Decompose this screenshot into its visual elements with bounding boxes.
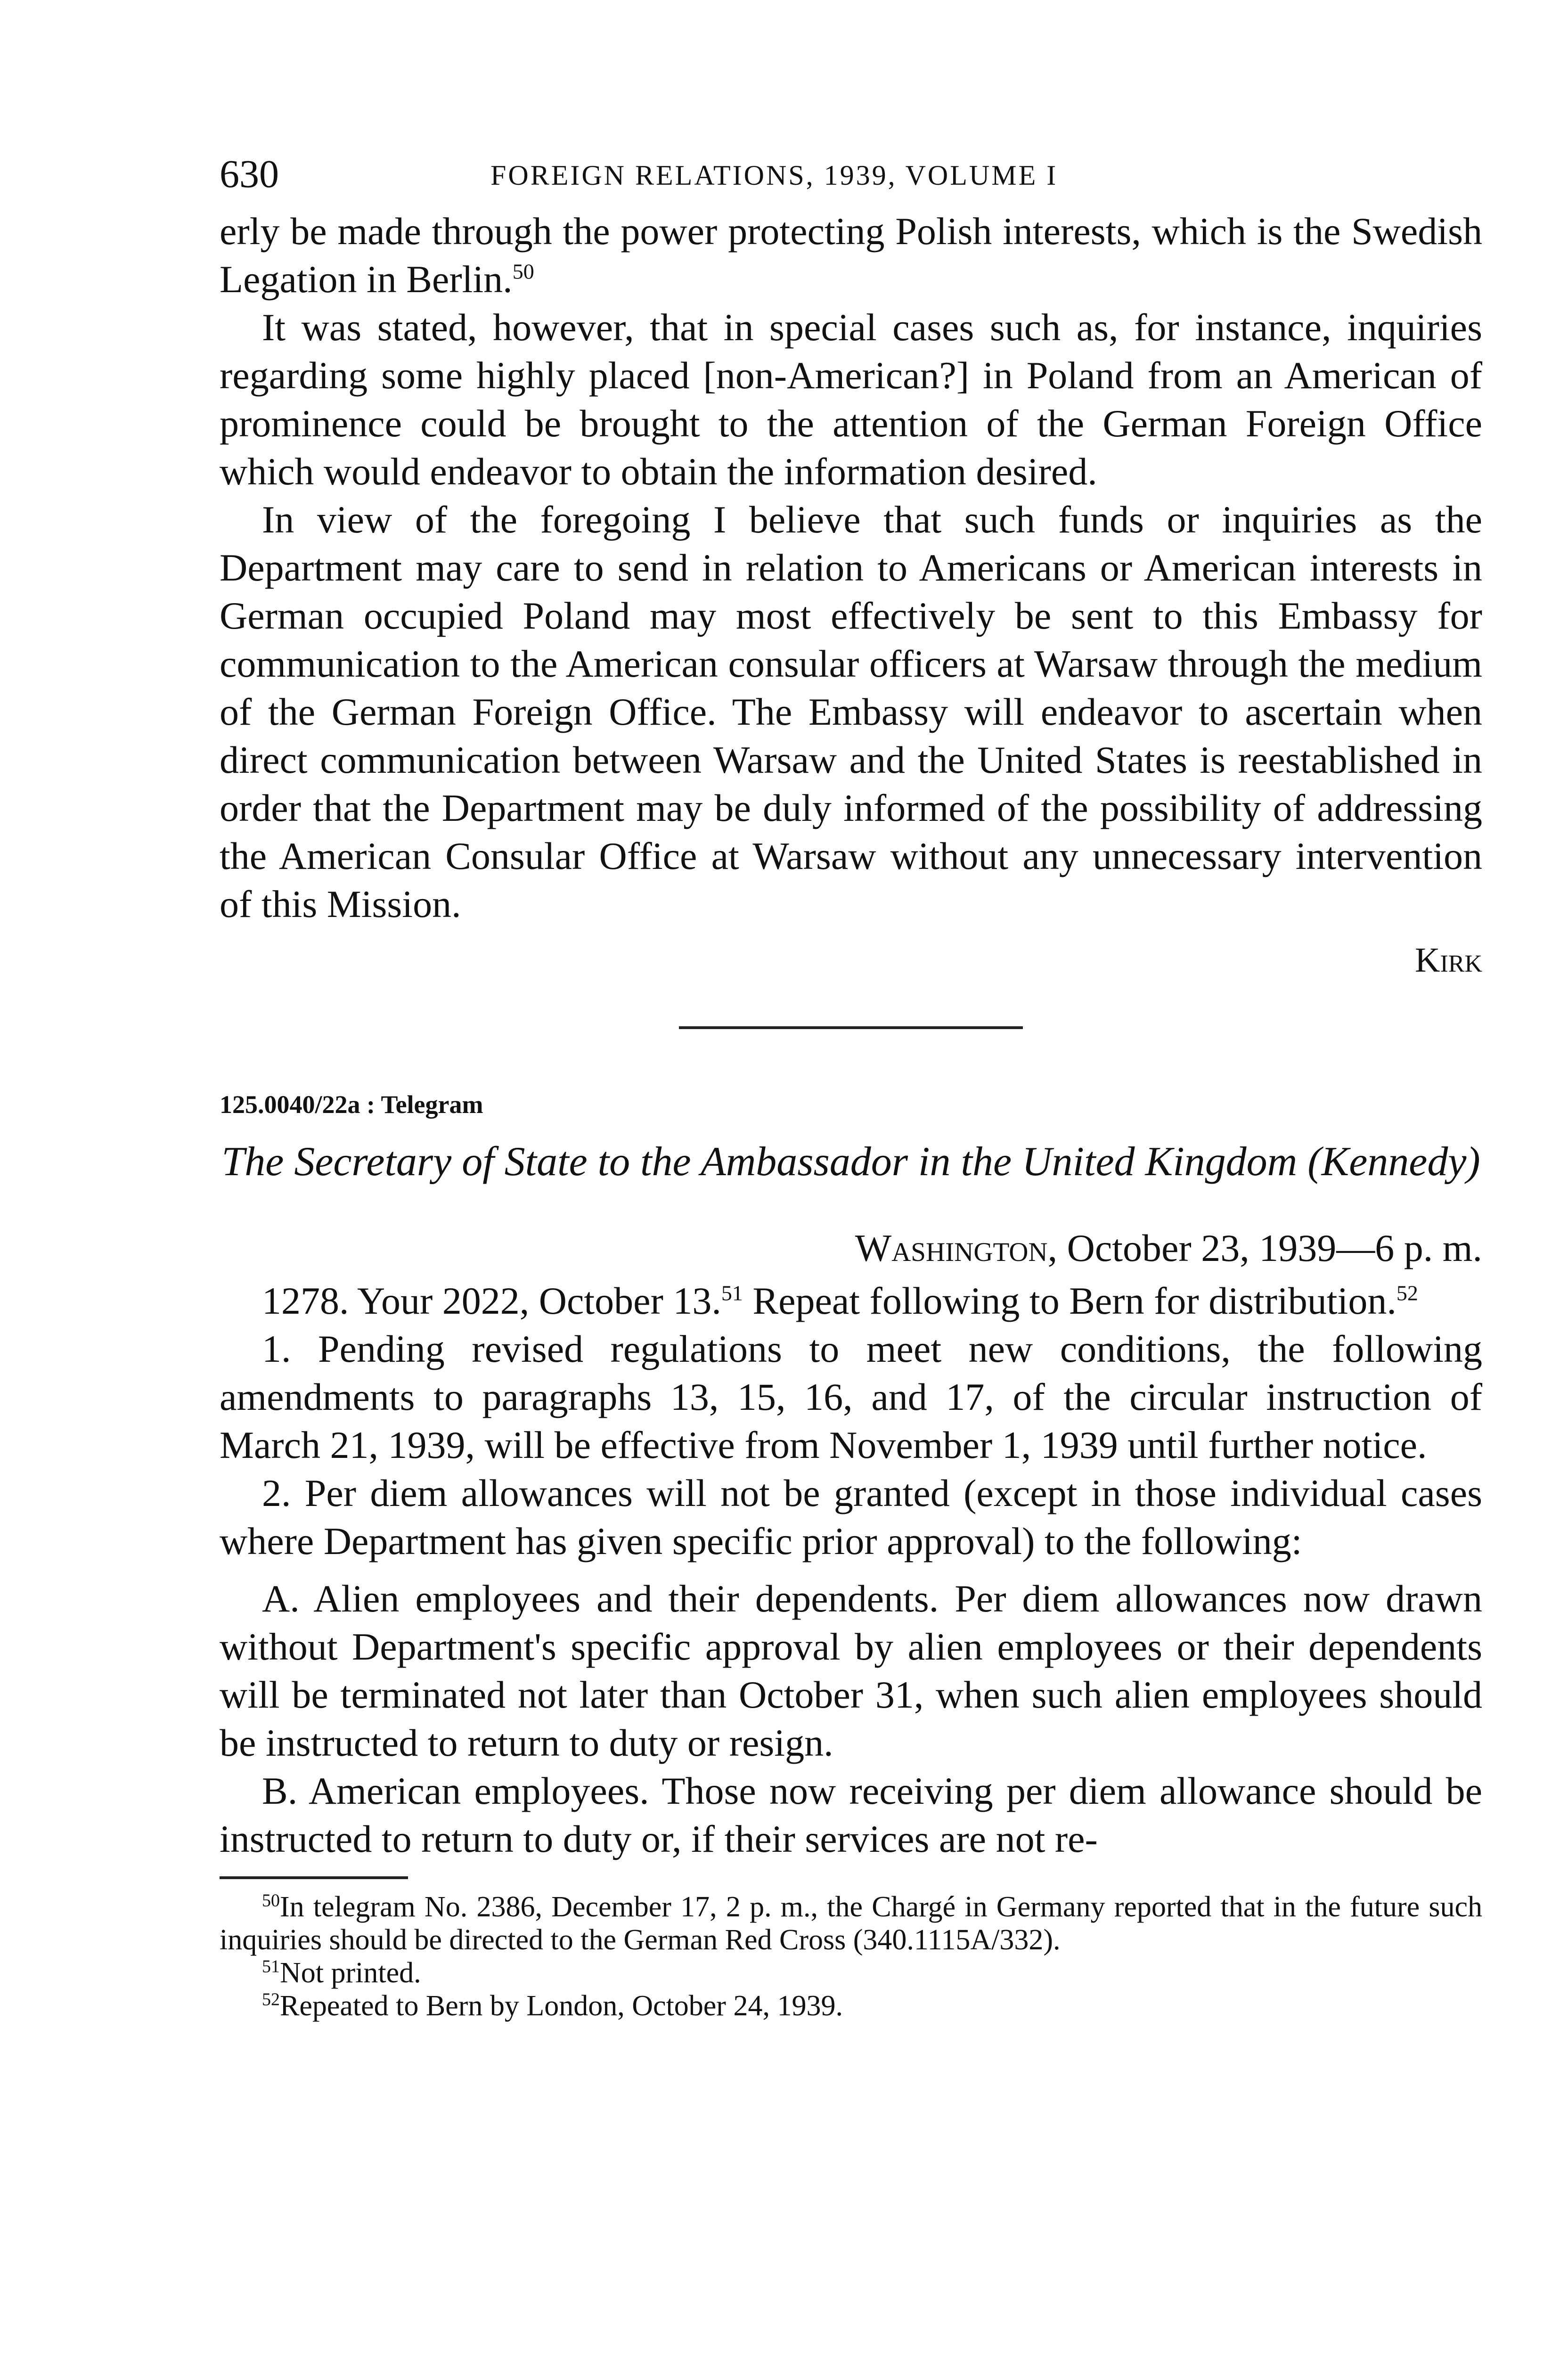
dateline-place: Washington: [855, 1227, 1048, 1269]
footnote-rule: [220, 1876, 408, 1879]
document-page: [220, 151, 1482, 2022]
telegram-body: [220, 1277, 1482, 1863]
footnote-ref: 51: [721, 1281, 743, 1305]
paragraph: It was stated, however, that in special cases such as, for instance, inquiries regarding some highly placed [non-American?] in Poland from an American of prominence could be brought to the attention of the German Foreign Office which would endeavor to obtain the information desired.: [220, 306, 1482, 493]
document-file-number: 125.0040/22a : Telegram: [220, 1090, 483, 1119]
footnote: $^{52}$Repeated to Bern by London, October 24, 1939.: [262, 1989, 843, 2022]
footnote-ref: 52: [1396, 1281, 1418, 1305]
paragraph: 2. Per diem allowances will not be granted (except in those individual cases where Department has given specific prior approval) to the following:: [220, 1472, 1482, 1562]
paragraph: B. American employees. Those now receiving per diem allowance should be instructed to return to duty or, if their services are not re-: [220, 1769, 1482, 1860]
footnote: $^{51}$Not printed.: [262, 1956, 421, 1989]
running-head: FOREIGN RELATIONS, 1939, VOLUME I: [490, 160, 1058, 191]
paragraph: A. Alien employees and their dependents. Per diem allowances now drawn without Department's specific approval by alien employees or their dependents will be terminated not later than October 31, when such alien employees should be instructed to return to duty or resign.: [220, 1577, 1482, 1764]
dateline-date: , October 23, 1939—6 p. m.: [1047, 1227, 1482, 1269]
continuation-paragraph: erly be made through the power protecting Polish interests, which is the Swedish Legation in Berlin.$^{50}$: [220, 210, 1482, 301]
signature: Kirk: [1415, 941, 1482, 980]
continuation-text: [220, 207, 1482, 928]
dateline: [220, 1224, 1482, 1272]
page-header: [220, 151, 1482, 207]
section-divider: [679, 1026, 1023, 1029]
document-title: The Secretary of State to the Ambassador in the United Kingdom (Kennedy): [221, 1139, 1480, 1185]
page-number: 630: [220, 152, 279, 196]
paragraph: 1278. Your 2022, October 13.51 Repeat following to Bern for distribution.$^{52}$: [262, 1279, 1418, 1322]
footnote-ref: 50: [512, 259, 534, 284]
paragraph: 1. Pending revised regulations to meet new conditions, the following amendments to paragraphs 13, 15, 16, and 17, of the circular instruction of March 21, 1939, will be effective from November 1, 1939 until further notice.: [220, 1327, 1482, 1466]
footnote: $^{50}$In telegram No. 2386, December 17, 2 p. m., the Chargé in Germany reported that in the future such inquiries should be directed to the German Red Cross (340.1115A/332).: [220, 1890, 1482, 1956]
footnotes: [220, 1890, 1482, 2022]
paragraph: In view of the foregoing I believe that such funds or inquiries as the Department may care to send in relation to Americans or American interests in German occupied Poland may most effectively be sent to this Embassy for communication to the American consular officers at Warsaw through the medium of the German Foreign Office. The Embassy will endeavor to ascertain when direct communication between Warsaw and the United States is reestablished in order that the Department may be duly informed of the possibility of addressing the American Consular Office at Warsaw without any unnecessary intervention of this Mission.: [220, 498, 1482, 925]
